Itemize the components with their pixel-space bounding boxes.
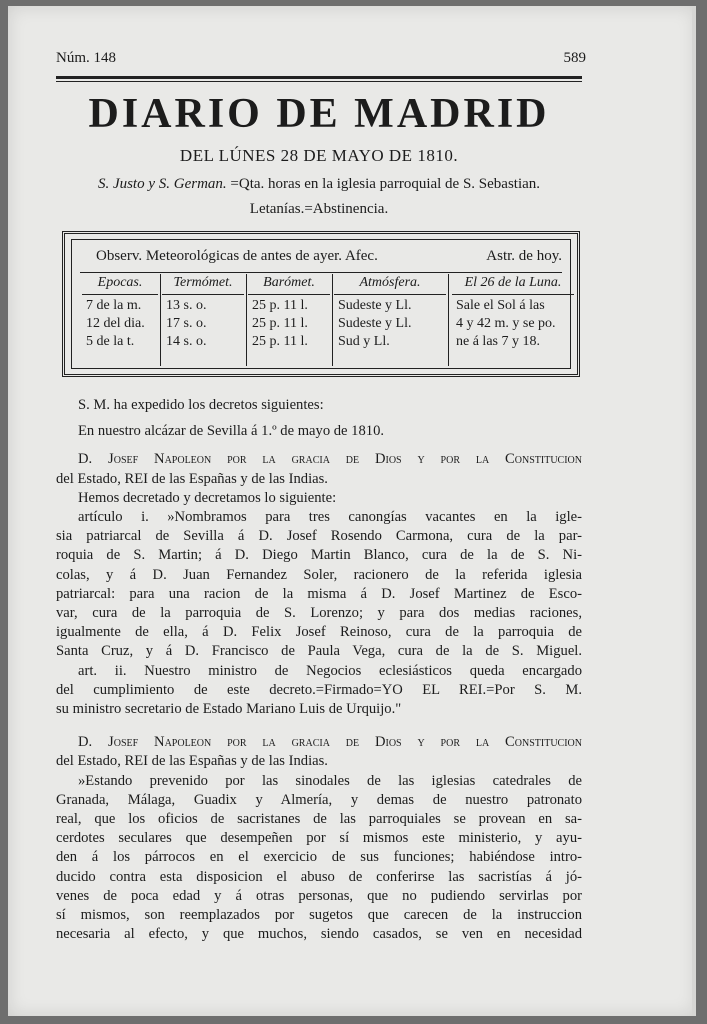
column-divider [246, 274, 247, 366]
decree-text-line: real, que los oficios de sacristanes de las parroquiales se provean en sa- [56, 811, 582, 828]
decree-text-line: su ministro secretario de Estado Mariano Luis de Urquijo." [56, 701, 402, 718]
barometro-cell: 25 p. 11 l. [252, 316, 308, 331]
barometro-cell: 25 p. 11 l. [252, 298, 308, 313]
column-epocas [82, 274, 158, 351]
decree-text-line: del cumplimiento de este decreto.=Firmado=YO EL REI.=Por S. M. [56, 681, 582, 698]
termometro-cell: 14 s. o. [166, 334, 207, 349]
atmosfera-cell: Sudeste y Ll. [338, 298, 412, 313]
luna-cell: Sale el Sol á las [456, 298, 545, 313]
intro-line: En nuestro alcázar de Sevilla á 1.º de mayo de 1810. [78, 423, 385, 440]
decree-1 [56, 450, 582, 719]
decree-text-line: art. ii. Nuestro ministro de Negocios eclesiásticos queda encargado [78, 662, 582, 679]
meteo-title: Observ. Meteorológicas de antes de ayer. Afec. [96, 248, 378, 264]
epoca-cell: 5 de la t. [86, 334, 135, 349]
decree-heading-line: del Estado, REI de las Españas y de las Indias. [56, 753, 328, 770]
atmosfera-cell: Sud y Ll. [338, 334, 390, 349]
column-divider [448, 274, 449, 366]
column-header-termometro: Termómet. [162, 274, 244, 295]
column-divider [160, 274, 161, 366]
intro-line: S. M. ha expedido los decretos siguientes: [78, 397, 324, 413]
decree-heading-line: del Estado, REI de las Españas y de las Indias. [56, 470, 328, 487]
date-line: DEL LÚNES 28 DE MAYO DE 1810. [179, 146, 459, 165]
issue-number: Núm. 148 [56, 50, 116, 66]
meteorological-table [62, 231, 580, 377]
decree-text-line: Granada, Málaga, Guadix y Almería, y demas de nuestro patronato [56, 791, 582, 808]
column-barometro [248, 274, 330, 351]
decree-text-line: sia patriarcal de Sevilla á D. Josef Rosendo Carmona, cura de la par- [56, 528, 582, 545]
decree-text-line: colas, y á D. Juan Fernandez Soler, racionero de la referida iglesia [56, 566, 582, 583]
meteo-inner-border [71, 239, 571, 369]
column-header-atmosfera: Atmósfera. [334, 274, 446, 295]
saints-names: S. Justo y S. German. [97, 176, 227, 192]
decree-heading-line: D. Josef Napoleon por la gracia de Dios y por la Constitucion [78, 734, 582, 751]
decree-text-line: cerdotes seculares que desempeñen por sí mismos este ministerio, y ayu- [56, 830, 582, 847]
decree-text-line: Hemos decretado y decretamos lo siguiente: [78, 489, 337, 506]
observances-line: Letanías.=Abstinencia. [249, 201, 389, 217]
decree-text-line: »Estando prevenido por las sinodales de las iglesias catedrales de [78, 772, 582, 789]
luna-cell: ne á las 7 y 18. [456, 334, 540, 349]
column-luna [452, 274, 574, 351]
newspaper-title: DIARIO DE MADRID [88, 91, 550, 137]
decree-text-line: igualmente de ella, á D. Felix Josef Reinoso, cura de la parroquia de [56, 624, 582, 641]
decree-text-line: Santa Cruz, y á D. Francisco de Paula Vega, cura de la de S. Miguel. [56, 643, 582, 660]
luna-cell: 4 y 42 m. y se po. [456, 316, 556, 331]
decree-text-line: var, cura de la parroquia de S. Lorenzo; y para dos medias raciones, [56, 605, 582, 622]
page-number: 589 [563, 50, 586, 66]
column-header-epocas: Epocas. [82, 274, 158, 295]
epoca-cell: 12 del dia. [86, 316, 145, 331]
decree-text-line: patriarcal: para una racion de la misma á D. Josef Martinez de Esco- [56, 585, 582, 602]
column-divider [332, 274, 333, 366]
saints-devotion: =Qta. horas en la iglesia parroquial de S. Sebastian. [230, 176, 541, 192]
astro-title: Astr. de hoy. [486, 248, 562, 264]
column-termometro [162, 274, 244, 351]
decree-text-line: venes de poca edad y á otras personas, que no pudiendo servirlas por [56, 887, 582, 904]
epoca-cell: 7 de la m. [86, 298, 142, 313]
page-edge [692, 6, 696, 1016]
decree-text-line: roquia de S. Martin; á D. Diego Martin Blanco, cura de la de S. Ni- [56, 547, 582, 564]
column-header-luna: El 26 de la Luna. [452, 274, 574, 295]
article-body [56, 396, 582, 944]
decree-text-line: artículo i. »Nombramos para tres canongías vacantes en la igle- [78, 509, 582, 526]
decree-heading-line: D. Josef Napoleon por la gracia de Dios y por la Constitucion [78, 451, 582, 468]
meteo-divider [80, 272, 562, 273]
decree-text-line: necesaria al efecto, y que muchos, siendo casados, se ven en necesidad [56, 926, 582, 943]
decree-2 [56, 733, 582, 944]
decree-text-line: den á los párrocos en el exercicio de sus funciones; habiéndose intro- [56, 849, 582, 866]
decree-text-line: sí mismos, son reemplazados por sugetos que carecen de la instruccion [56, 907, 582, 924]
column-header-barometro: Barómet. [248, 274, 330, 295]
masthead-rule [56, 76, 582, 82]
newspaper-page [8, 6, 696, 1016]
atmosfera-cell: Sudeste y Ll. [338, 316, 412, 331]
decree-text-line: ducido contra esta disposicion el abuso de conferirse las sacristías á jó- [56, 868, 582, 885]
column-atmosfera [334, 274, 446, 351]
termometro-cell: 13 s. o. [166, 298, 207, 313]
barometro-cell: 25 p. 11 l. [252, 334, 308, 349]
saints-line [56, 176, 582, 193]
termometro-cell: 17 s. o. [166, 316, 207, 331]
